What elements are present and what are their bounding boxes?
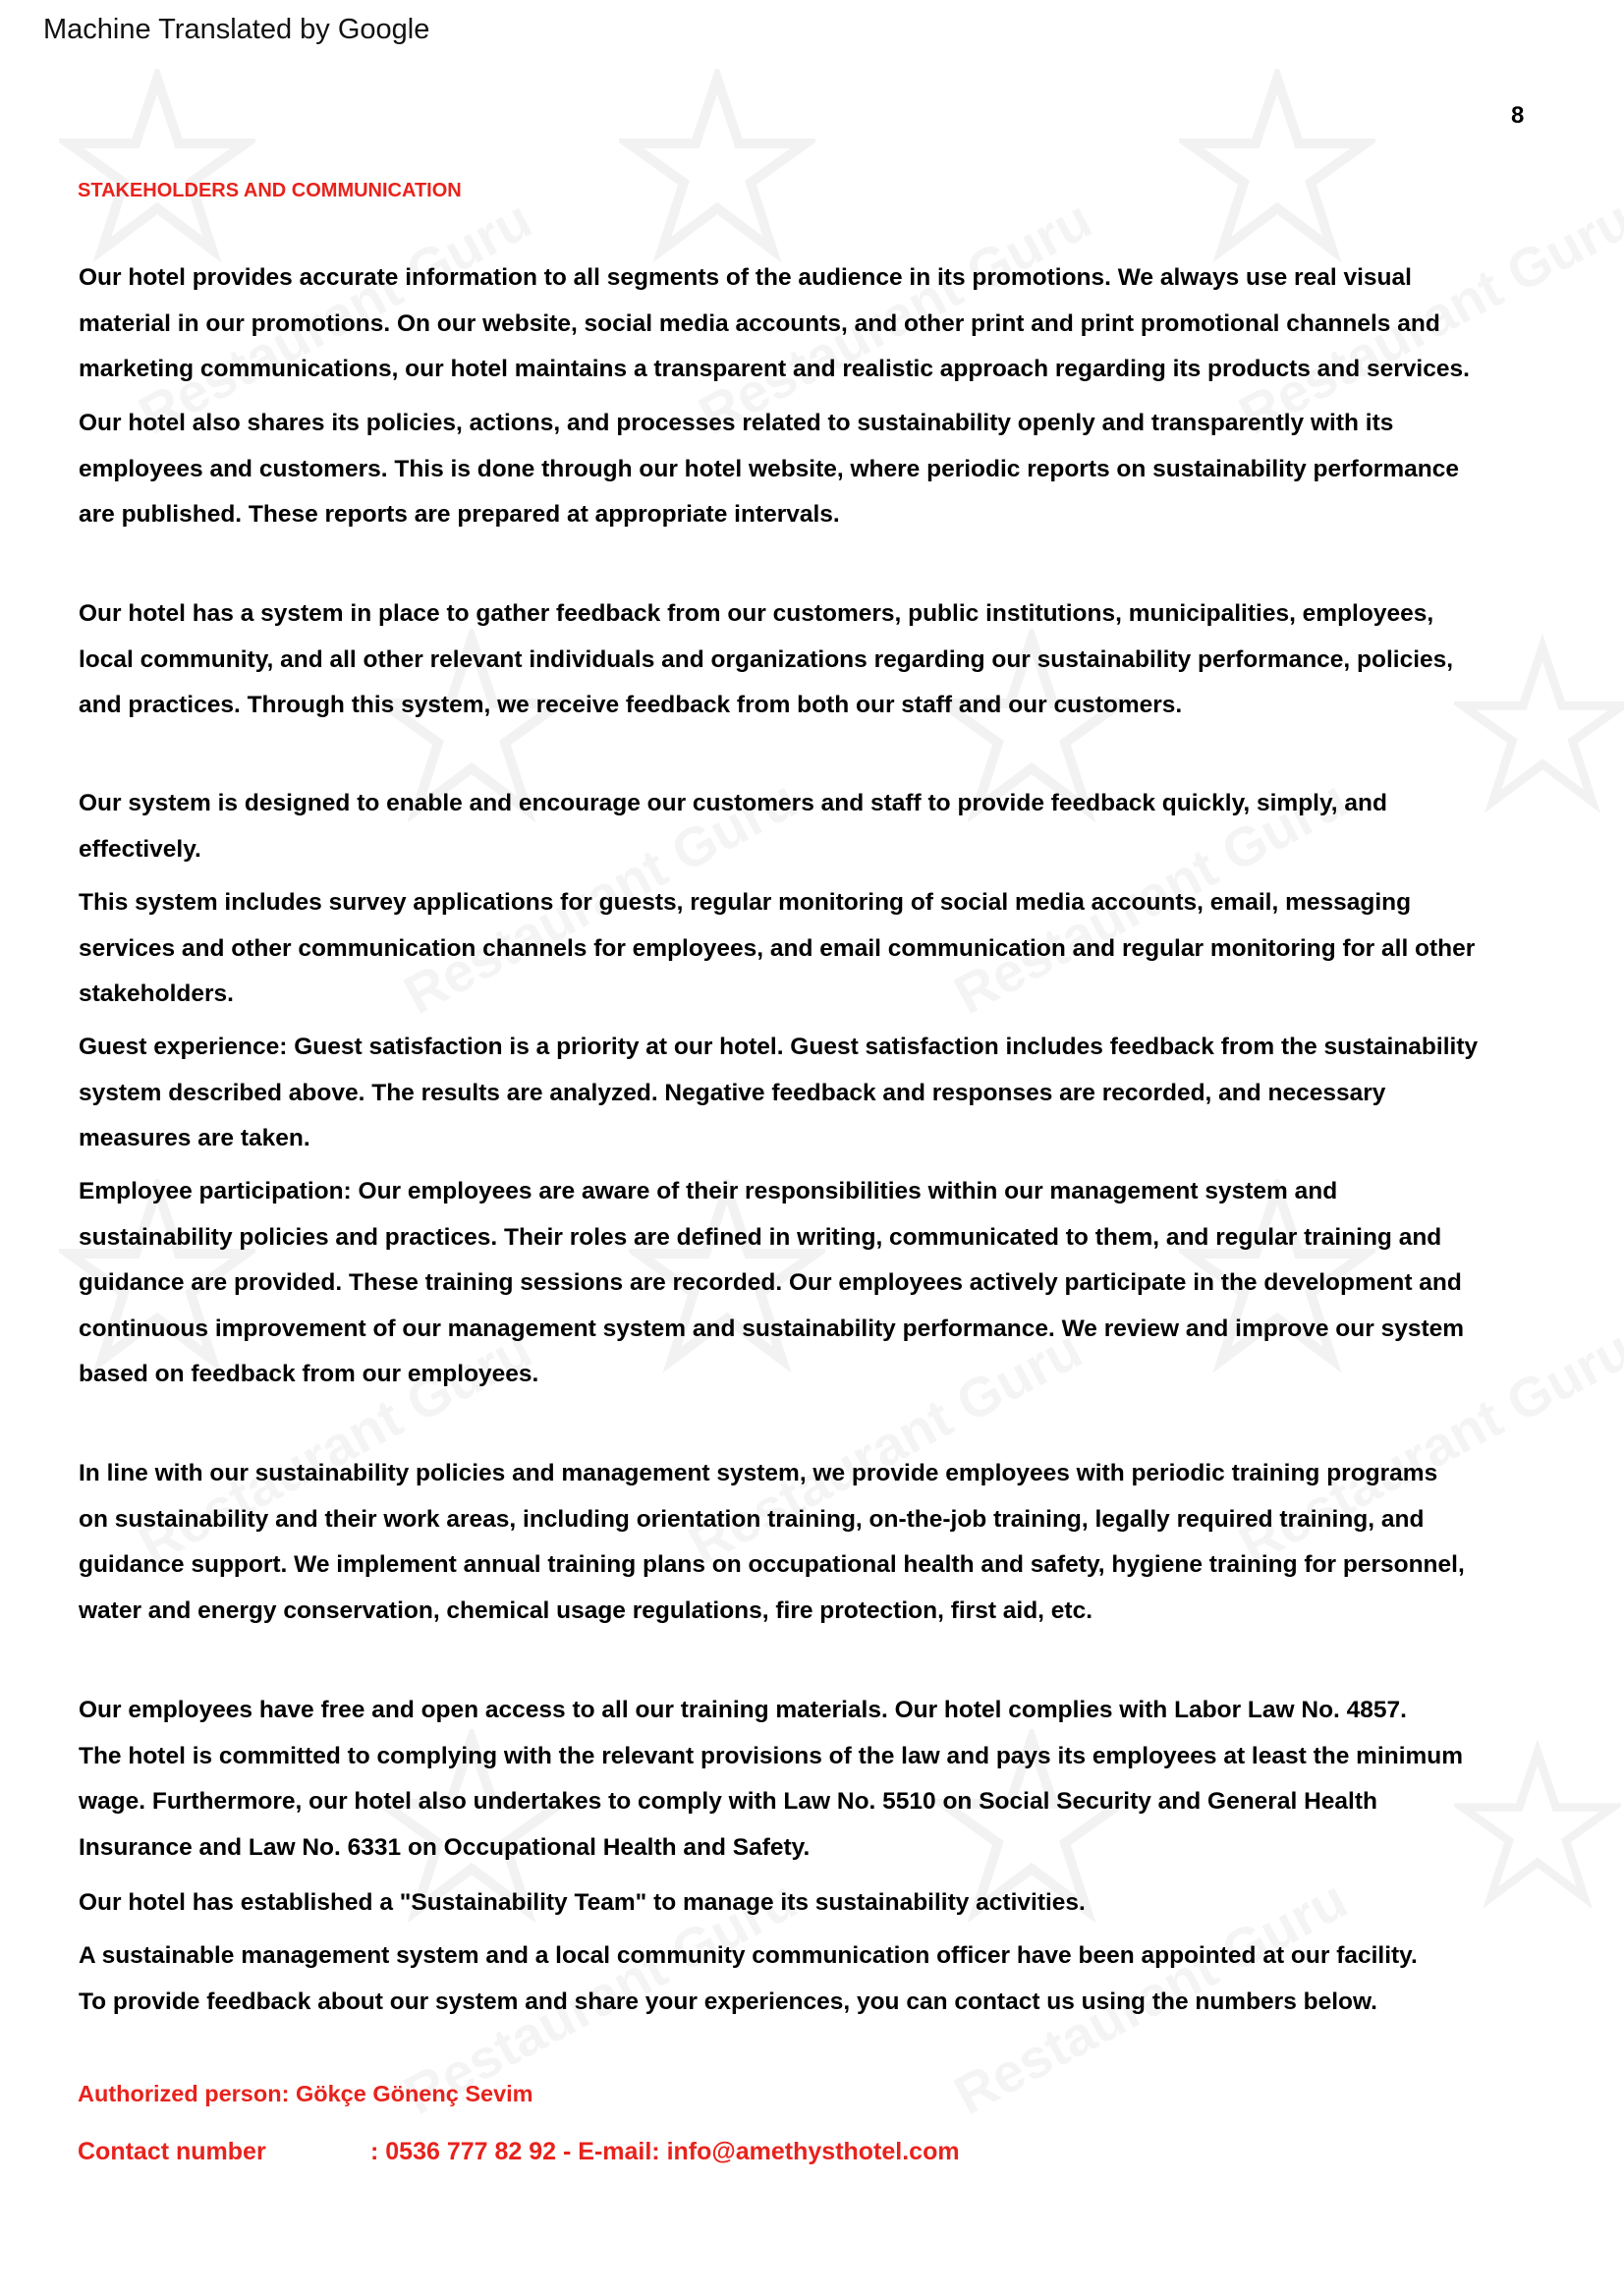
- section-title: STAKEHOLDERS AND COMMUNICATION: [78, 180, 462, 201]
- text-line: on sustainability and their work areas, including orientation training, on-the-job training, legally required training, and: [79, 1505, 1425, 1533]
- paragraph: [79, 255, 1552, 393]
- text-line: stakeholders.: [79, 980, 234, 1007]
- contact-label: Contact number: [78, 2138, 266, 2165]
- paragraph: [79, 1880, 1552, 1927]
- text-line: and practices. Through this system, we receive feedback from both our staff and our customers.: [79, 692, 1183, 718]
- text-line: Our hotel has established a "Sustainability Team" to manage its sustainability activities.: [79, 1889, 1086, 1916]
- text-line: wage. Furthermore, our hotel also undertakes to comply with Law No. 5510 on Social Security and General Health: [79, 1788, 1377, 1815]
- text-line: material in our promotions. On our website, social media accounts, and other print and print promotional channels and: [79, 309, 1440, 337]
- text-line: based on feedback from our employees.: [79, 1361, 539, 1387]
- text-line: Our employees have free and open access to all our training materials. Our hotel complies with Labor Law No. 4857.: [79, 1697, 1407, 1723]
- authorized-person: Authorized person: Gökçe Gönenç Sevim: [78, 2081, 533, 2106]
- paragraph: [79, 880, 1552, 1018]
- text-line: water and energy conservation, chemical usage regulations, fire protection, first aid, etc.: [79, 1596, 1093, 1624]
- text-line: Guest experience: Guest satisfaction is a priority at our hotel. Guest satisfaction includes feedback from the sustainability: [79, 1034, 1479, 1060]
- paragraph: [79, 1933, 1552, 2025]
- text-line: measures are taken.: [79, 1125, 310, 1151]
- paragraph: [79, 1688, 1552, 1871]
- text-line: effectively.: [79, 835, 201, 863]
- text-line: To provide feedback about our system and share your experiences, you can contact us using the numbers below.: [79, 1988, 1377, 2015]
- text-line: In line with our sustainability policies and management system, we provide employees with periodic training programs: [79, 1460, 1438, 1486]
- text-line: sustainability policies and practices. Their roles are defined in writing, communicated to them, and regular training and: [79, 1223, 1442, 1251]
- watermark-star-icon: [619, 69, 815, 265]
- text-line: The hotel is committed to complying with the relevant provisions of the law and pays its employees at least the minimum: [79, 1742, 1464, 1769]
- text-line: Our system is designed to enable and encourage our customers and staff to provide feedback quickly, simply, and: [79, 790, 1387, 816]
- text-line: marketing communications, our hotel maintains a transparent and realistic approach regarding its products and services.: [79, 356, 1470, 382]
- text-line: are published. These reports are prepared at appropriate intervals.: [79, 501, 840, 528]
- text-line: system described above. The results are analyzed. Negative feedback and responses are recorded, and necessary: [79, 1079, 1386, 1106]
- contact-value: : 0536 777 82 92 - E-mail: info@amethysthotel.com: [370, 2138, 960, 2165]
- paragraph: [79, 401, 1552, 538]
- text-line: local community, and all other relevant individuals and organizations regarding our sustainability performance, policies,: [79, 645, 1454, 673]
- paragraph: [79, 781, 1552, 872]
- text-line: services and other communication channels for employees, and email communication and regular monitoring for all other: [79, 934, 1476, 962]
- watermark-star-icon: [1179, 69, 1375, 265]
- machine-translation-banner: Machine Translated by Google: [43, 14, 430, 45]
- paragraph: [79, 1025, 1552, 1162]
- text-line: Insurance and Law No. 6331 on Occupational Health and Safety.: [79, 1833, 811, 1861]
- text-line: employees and customers. This is done through our hotel website, where periodic reports on sustainability performance: [79, 455, 1459, 482]
- paragraph: [79, 1451, 1552, 1634]
- text-line: A sustainable management system and a local community communication officer have been appointed at our facility.: [79, 1942, 1418, 1969]
- page-number: 8: [1511, 102, 1525, 129]
- text-line: guidance are provided. These training sessions are recorded. Our employees actively participate in the development and: [79, 1269, 1462, 1296]
- text-line: Our hotel also shares its policies, actions, and processes related to sustainability openly and transparently with its: [79, 410, 1394, 436]
- text-line: guidance support. We implement annual training plans on occupational health and safety, hygiene training for personnel,: [79, 1551, 1465, 1578]
- text-line: Employee participation: Our employees are aware of their responsibilities within our management system and: [79, 1178, 1338, 1204]
- text-line: continuous improvement of our management system and sustainability performance. We review and improve our system: [79, 1315, 1465, 1342]
- text-line: Our hotel provides accurate information to all segments of the audience in its promotions. We always use real visual: [79, 264, 1412, 291]
- text-line: This system includes survey applications for guests, regular monitoring of social media accounts, email, messaging: [79, 889, 1412, 916]
- paragraph: [79, 591, 1552, 729]
- paragraph: [79, 1169, 1552, 1398]
- text-line: Our hotel has a system in place to gather feedback from our customers, public institutions, municipalities, employees,: [79, 600, 1434, 627]
- watermark-star-icon: [59, 69, 255, 265]
